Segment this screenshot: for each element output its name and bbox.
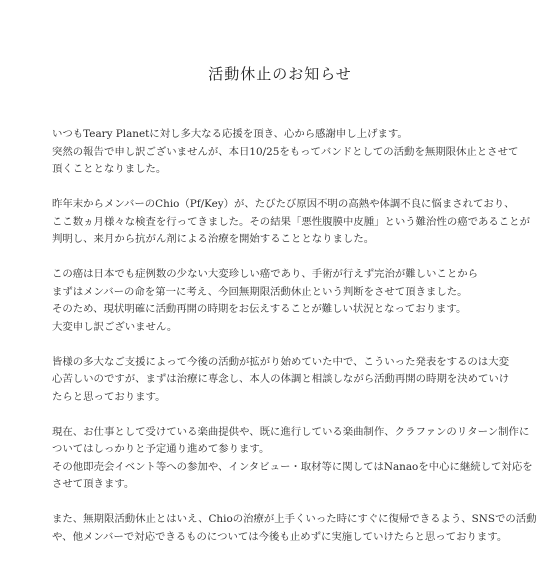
paragraph-sns-activity	[52, 511, 537, 546]
text-line: 頂くこととなりました。	[52, 163, 167, 175]
text-line: その他即売会イベント等への参加や、インタビュー・取材等に関してはNanaoを中心に継続して対応を	[52, 460, 533, 473]
text-line: 皆様の多大なご支援によって今後の活動が拡がり始めていた中で、こういった発表をするのは大変	[52, 355, 509, 368]
paragraph-apology	[52, 354, 522, 407]
text-line: 大変申し訳ございません。	[52, 320, 178, 333]
text-line: 判明し、来月から抗がん剤による治療を開始することとなりました。	[52, 233, 375, 245]
text-line: 心苦しいのですが、まずは治療に専念し、本人の体調と相談しながら活動再開の時期を決めていけ	[52, 373, 510, 385]
text-line: そのため、現状明確に活動再開の時期をお伝えすることが難しい状況となっております。	[52, 303, 467, 315]
text-line: や、他メンバーで対応できるものについては今後も止めずに実施していけたらと思っております。	[52, 530, 508, 543]
text-line: この癌は日本でも症例数の少ない大変珍しい癌であり、手術が行えず完治が難しいことから	[52, 268, 479, 280]
text-line: ここ数ヵ月様々な検査を行ってきました。その結果「悪性腹膜中皮腫」という難治性の癌であることが	[52, 215, 530, 228]
text-line: 昨年末からメンバーのChio（Pf/Key）が、たびたび原因不明の高熱や体調不良に悩まされており、	[52, 198, 515, 210]
text-line: 現在、お仕事として受けている楽曲提供や、既に進行している楽曲制作、クラファンのリターン制作に	[52, 425, 530, 438]
text-line: まずはメンバーの命を第一に考え、今回無期限活動休止という判断をさせて頂きました。	[52, 285, 468, 298]
paragraph-greeting	[52, 126, 522, 179]
paragraph-diagnosis	[52, 196, 530, 249]
text-line: たらと思っております。	[52, 390, 166, 403]
text-line: いつもTeary Planetに対し多大なる応援を頂き、心から感謝申し上げます。	[52, 128, 408, 140]
paragraph-decision	[52, 266, 522, 336]
text-line: させて頂きます。	[52, 478, 135, 490]
notice-body	[52, 126, 537, 564]
paragraph-ongoing-work	[52, 424, 533, 494]
text-line: また、無期限活動休止とはいえ、Chioの治療が上手くいった時にすぐに復帰できるよう、SNSでの活動	[52, 513, 537, 525]
text-line: ついてはしっかりと予定通り進めて参ります。	[52, 443, 270, 455]
text-line: 突然の報告で申し訳ございませんが、本日10/25をもってバンドとしての活動を無期限休止とさせて	[52, 145, 519, 158]
notice-title: 活動休止のお知らせ	[208, 65, 352, 83]
